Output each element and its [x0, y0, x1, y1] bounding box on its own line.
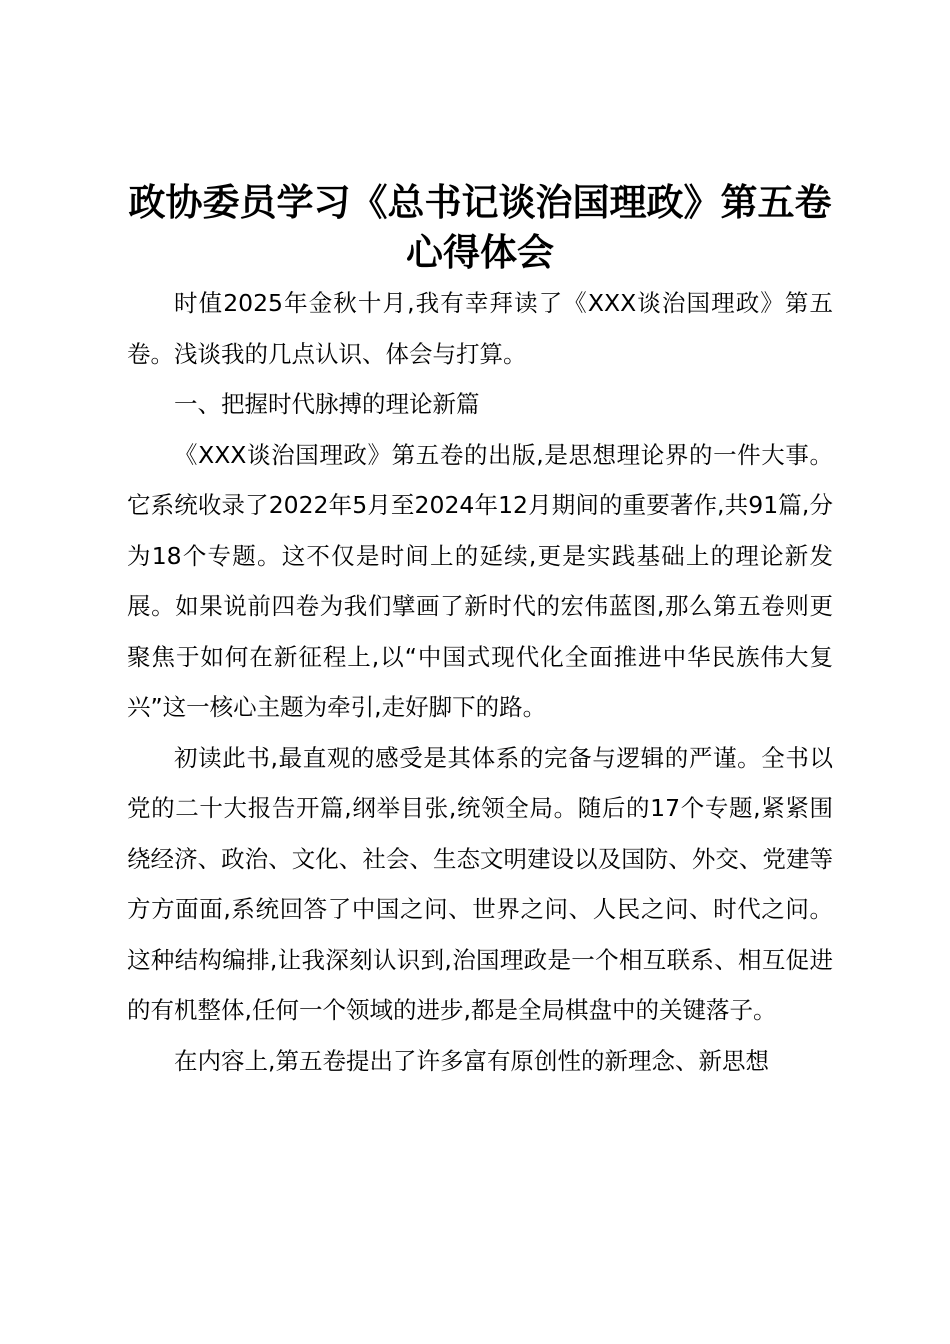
document-page — [127, 178, 833, 1086]
document-title: 政协委员学习《总书记谈治国理政》第五卷心得体会 — [128, 181, 832, 274]
paragraph-first-impression: 初读此书,最直观的感受是其体系的完备与逻辑的严谨。全书以党的二十大报告开篇,纲举目张,统领全局。随后的17个专题,紧紧围绕经济、政治、文化、社会、生态文明建设以及国防、外交、党建等方方面面,系统回答了中国之问、世界之问、人民之问、时代之问。这种结构编排,让我深刻认识到,治国理政是一个相互联系、相互促进的有机整体,任何一个领域的进步,都是全局棋盘中的关键落子。 — [127, 743, 833, 1024]
section-heading-1: 一、把握时代脉搏的理论新篇 — [174, 390, 480, 418]
paragraph-publication: 《XXX谈治国理政》第五卷的出版,是思想理论界的一件大事。它系统收录了2022年5月至2024年12月期间的重要著作,共91篇,分为18个专题。这不仅是时间上的延续,更是实践基础上的理论新发展。如果说前四卷为我们擘画了新时代的宏伟蓝图,那么第五卷则更聚焦于如何在新征程上,以“中国式现代化全面推进中华民族伟大复兴”这一核心主题为牵引,走好脚下的路。 — [127, 440, 833, 721]
paragraph-intro: 时值2025年金秋十月,我有幸拜读了《XXX谈治国理政》第五卷。浅谈我的几点认识、体会与打算。 — [127, 289, 833, 368]
paragraph-content: 在内容上,第五卷提出了许多富有原创性的新理念、新思想 — [174, 1046, 769, 1075]
